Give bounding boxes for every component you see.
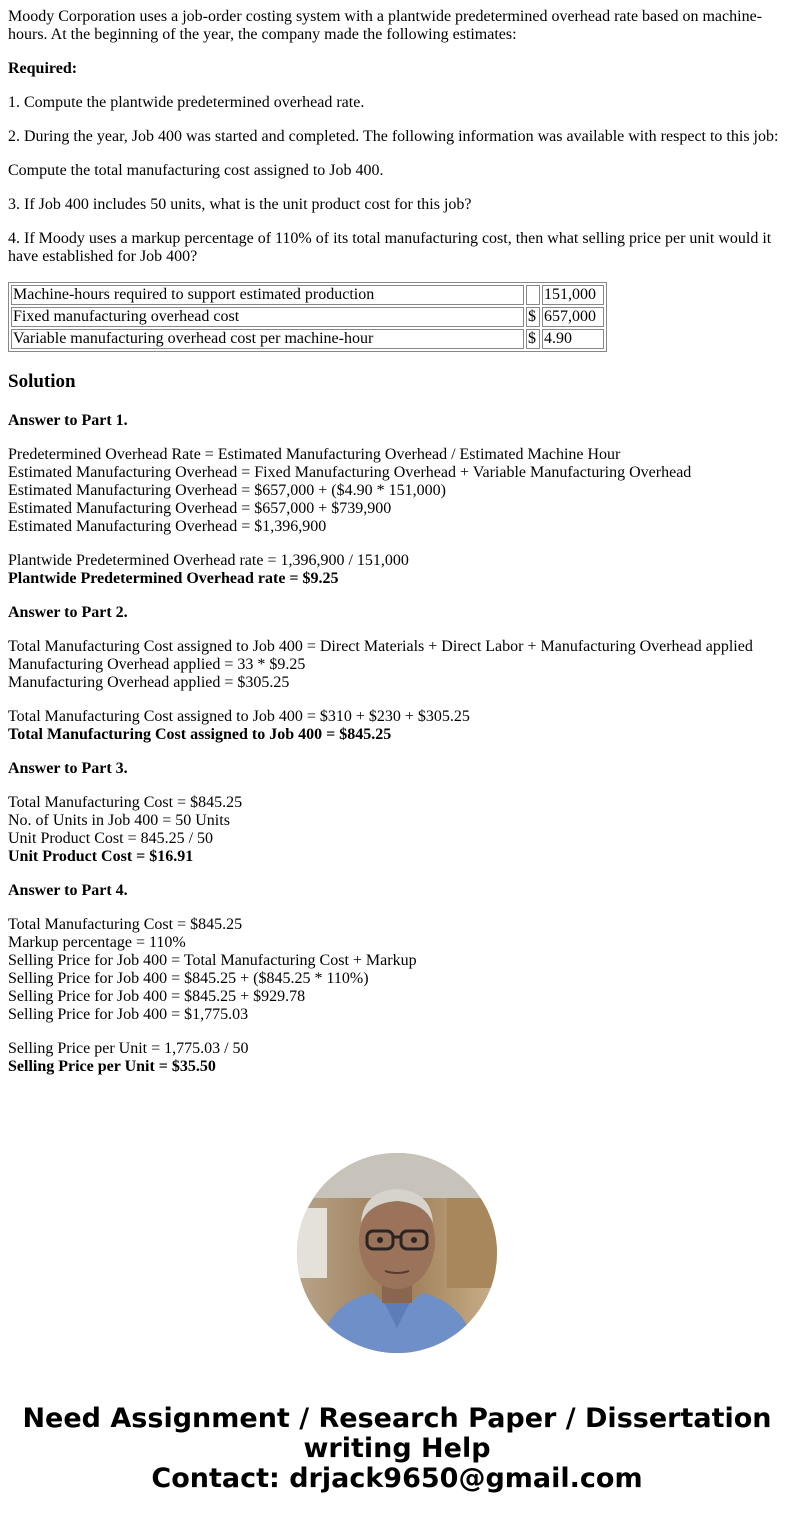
question-2b: Compute the total manufacturing cost assigned to Job 400. bbox=[8, 162, 384, 179]
question-2: 2. During the year, Job 400 was started and completed. The following information was available with respect to this job: bbox=[8, 128, 779, 145]
row-label: Fixed manufacturing overhead cost bbox=[11, 307, 524, 327]
row-value: 151,000 bbox=[542, 285, 604, 305]
row-currency: $ bbox=[526, 329, 540, 349]
part4-line: Selling Price for Job 400 = $845.25 + ($845.25 * 110%) bbox=[8, 970, 369, 987]
row-currency bbox=[526, 285, 540, 305]
part4-result: Selling Price per Unit = $35.50 bbox=[8, 1058, 216, 1075]
question-4: 4. If Moody uses a markup percentage of 110% of its total manufacturing cost, then what selling price per unit would it have established for Job 400? bbox=[8, 230, 772, 265]
part3-result: Unit Product Cost = $16.91 bbox=[8, 848, 194, 865]
author-avatar bbox=[297, 1153, 497, 1353]
part4-line: Total Manufacturing Cost = $845.25 bbox=[8, 916, 243, 933]
part4-result-block bbox=[8, 1040, 786, 1076]
part1-calc: Plantwide Predetermined Overhead rate = 1,396,900 / 151,000 bbox=[8, 552, 409, 569]
question-1: 1. Compute the plantwide predetermined overhead rate. bbox=[8, 94, 365, 111]
promo-footer bbox=[0, 1404, 794, 1494]
part2-heading: Answer to Part 2. bbox=[8, 604, 128, 621]
part4-line: Selling Price for Job 400 = $845.25 + $929.78 bbox=[8, 988, 306, 1005]
part2-line: Total Manufacturing Cost assigned to Job 400 = Direct Materials + Direct Labor + Manufacturing Overhead applied bbox=[8, 638, 753, 655]
estimates-table bbox=[8, 282, 607, 352]
part3-heading: Answer to Part 3. bbox=[8, 760, 128, 777]
part1-line: Estimated Manufacturing Overhead = $657,000 + ($4.90 * 151,000) bbox=[8, 482, 446, 499]
part1-result: Plantwide Predetermined Overhead rate = $9.25 bbox=[8, 570, 339, 587]
part1-line: Estimated Manufacturing Overhead = $657,000 + $739,900 bbox=[8, 500, 392, 517]
solution-heading: Solution bbox=[8, 371, 76, 392]
part1-lines bbox=[8, 446, 786, 536]
row-value: 4.90 bbox=[542, 329, 604, 349]
intro-paragraph: Moody Corporation uses a job-order costing system with a plantwide predetermined overhead rate based on machine-hours. At the beginning of the year, the company made the following estimates: bbox=[8, 8, 762, 43]
required-label: Required: bbox=[8, 60, 78, 77]
question-3: 3. If Job 400 includes 50 units, what is the unit product cost for this job? bbox=[8, 196, 472, 213]
part4-calc: Selling Price per Unit = 1,775.03 / 50 bbox=[8, 1040, 249, 1057]
part1-result-block bbox=[8, 552, 786, 588]
part3-lines bbox=[8, 794, 786, 866]
part4-line: Selling Price for Job 400 = $1,775.03 bbox=[8, 1006, 249, 1023]
part2-result: Total Manufacturing Cost assigned to Job 400 = $845.25 bbox=[8, 726, 392, 743]
row-label: Machine-hours required to support estimated production bbox=[11, 285, 524, 305]
portrait-illustration bbox=[297, 1153, 497, 1353]
part2-result-block bbox=[8, 708, 786, 744]
part2-lines bbox=[8, 638, 786, 692]
row-currency: $ bbox=[526, 307, 540, 327]
part2-calc: Total Manufacturing Cost assigned to Job 400 = $310 + $230 + $305.25 bbox=[8, 708, 470, 725]
promo-line: writing Help bbox=[303, 1433, 491, 1464]
part1-line: Estimated Manufacturing Overhead = $1,396,900 bbox=[8, 518, 327, 535]
promo-contact: Contact: drjack9650@gmail.com bbox=[151, 1463, 643, 1494]
part3-line: Unit Product Cost = 845.25 / 50 bbox=[8, 830, 214, 847]
part4-line: Selling Price for Job 400 = Total Manufacturing Cost + Markup bbox=[8, 952, 417, 969]
row-label: Variable manufacturing overhead cost per machine-hour bbox=[11, 329, 524, 349]
row-value: 657,000 bbox=[542, 307, 604, 327]
promo-line: Need Assignment / Research Paper / Dissertation bbox=[22, 1403, 772, 1434]
part1-line: Estimated Manufacturing Overhead = Fixed Manufacturing Overhead + Variable Manufacturing Overhead bbox=[8, 464, 692, 481]
table-row bbox=[11, 329, 604, 349]
part4-lines bbox=[8, 916, 786, 1024]
part3-line: Total Manufacturing Cost = $845.25 bbox=[8, 794, 243, 811]
table-row bbox=[11, 307, 604, 327]
part4-line: Markup percentage = 110% bbox=[8, 934, 186, 951]
part3-line: No. of Units in Job 400 = 50 Units bbox=[8, 812, 230, 829]
part1-heading: Answer to Part 1. bbox=[8, 412, 128, 429]
part2-line: Manufacturing Overhead applied = 33 * $9.25 bbox=[8, 656, 306, 673]
part1-line: Predetermined Overhead Rate = Estimated Manufacturing Overhead / Estimated Machine Hour bbox=[8, 446, 621, 463]
part2-line: Manufacturing Overhead applied = $305.25 bbox=[8, 674, 290, 691]
table-row bbox=[11, 285, 604, 305]
part4-heading: Answer to Part 4. bbox=[8, 882, 128, 899]
